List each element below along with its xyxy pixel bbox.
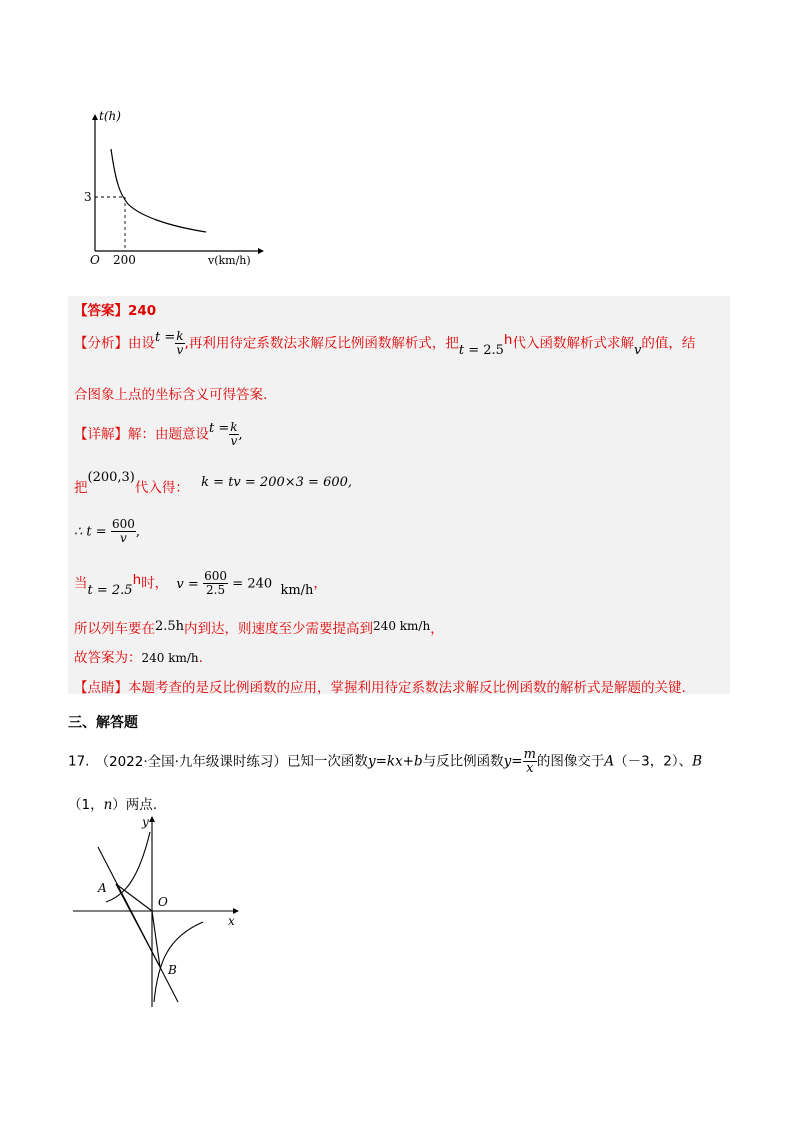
fraction-600-25: [203, 570, 228, 597]
comment-line: [74, 676, 686, 696]
origin-label: O: [90, 253, 100, 267]
analysis-line: [74, 330, 695, 357]
question-source: （2022·全国·九年级课时练习）: [95, 753, 287, 770]
t-symbol-2: t =: [209, 420, 230, 436]
val-25h: 2.5h: [155, 619, 185, 634]
linear-function: y=kx+b: [367, 753, 423, 770]
analysis-text-a: 由设: [128, 335, 155, 352]
fraction-m-x: [523, 748, 537, 775]
question-text-a: 已知一次函数: [286, 753, 368, 770]
detail-text: 解：由题意设: [128, 426, 209, 443]
frac-den: v: [176, 343, 184, 357]
substitute-line: [74, 470, 353, 496]
question-line2-end: ）两点.: [112, 797, 158, 813]
substitute-text-a: 把: [74, 480, 88, 496]
t-symbol: t =: [155, 329, 176, 345]
h-unit-2: h: [132, 571, 142, 588]
so-line: [74, 617, 444, 637]
therefore-line: [74, 518, 140, 545]
n-symbol: n: [103, 797, 113, 813]
so-text-a: 所以列车要在: [74, 621, 155, 637]
y-tick-label: 3: [84, 190, 92, 204]
question-line2-a: （1，: [68, 797, 104, 813]
x-axis-label: v(km/h): [208, 254, 251, 267]
frac-num-600-2: 600: [204, 569, 227, 583]
fraction-k-v-2: [229, 421, 238, 448]
point-a-coord: （－3，2）、: [614, 753, 693, 770]
point-a-label: A: [604, 753, 615, 770]
analysis-line-2: 合图象上点的坐标含义可得答案.: [74, 387, 268, 403]
x-label: x: [228, 914, 235, 928]
intersection-graph: [68, 812, 248, 1012]
comma-3: ，: [313, 575, 327, 592]
answer-line: [74, 299, 156, 319]
question-number: 17.: [68, 753, 90, 770]
frac-num-2: k: [230, 420, 238, 434]
point-200-3: (200,3): [87, 470, 135, 485]
y-label: y: [142, 815, 149, 829]
final-val: 240 km/h: [141, 651, 199, 665]
y-eq: y=: [503, 753, 523, 770]
frac-x: x: [526, 761, 534, 776]
kmh-unit: km/h: [280, 582, 314, 598]
t-eq-25: t = 2.5: [458, 342, 504, 358]
when-text-a: 当: [74, 575, 88, 592]
section-heading: 三、解答题: [68, 715, 138, 731]
origin-label-2: O: [158, 895, 168, 909]
point-b: B: [168, 963, 177, 977]
so-text-c: ，: [430, 621, 444, 637]
x-tick-label: 200: [113, 253, 136, 267]
when-line: [74, 570, 327, 597]
analysis-text-b: ,再利用待定系数法求解反比例函数解析式，把: [184, 335, 459, 352]
point-b-label: B: [692, 753, 703, 770]
final-text-a: 故答案为：: [74, 650, 142, 666]
analysis-tag: 【分析】: [74, 335, 128, 352]
fraction-600-v: [111, 518, 136, 545]
detail-tag: 【详解】: [74, 426, 128, 443]
inverse-proportion-graph: [78, 104, 268, 274]
h-unit: h: [503, 331, 513, 348]
point-a: A: [98, 881, 107, 895]
frac-m: m: [523, 747, 536, 762]
fraction-k-v: [175, 330, 184, 357]
analysis-text-d: 代入函数解析式求解: [512, 335, 634, 352]
detail-line: [74, 421, 243, 448]
final-text-b: .: [198, 650, 203, 666]
k-equation: k = tv = 200×3 = 600,: [201, 475, 353, 490]
frac-num: k: [176, 329, 184, 343]
frac-num-600: 600: [111, 517, 135, 531]
final-line: [74, 646, 203, 666]
question-text-c: 的图像交于: [536, 753, 605, 770]
comma-1: ,: [238, 427, 243, 443]
v-eq: v =: [176, 576, 199, 592]
so-text-b: 内到达，则速度至少需要提高到: [184, 621, 374, 637]
when-text-b: 时，: [141, 575, 169, 592]
question-17-line-2: [68, 793, 157, 813]
answer-tag: 【答案】: [74, 303, 128, 319]
therefore-t: ∴ t =: [74, 524, 107, 540]
question-17-line-1: [68, 748, 702, 775]
t-eq-25-2: t = 2.5: [87, 582, 133, 598]
analysis-text-e: 的值，结: [641, 335, 696, 352]
comma-2: ,: [135, 524, 140, 540]
val-240: 240 km/h: [373, 619, 431, 633]
eq-240: = 240: [232, 576, 273, 592]
y-axis-label: t(h): [99, 109, 121, 123]
comment-tag: 【点睛】: [74, 680, 128, 696]
frac-den-25: 2.5: [206, 583, 226, 597]
frac-den-v: v: [120, 531, 127, 545]
substitute-text-b: 代入得：: [134, 480, 189, 496]
answer-value: 240: [128, 303, 157, 319]
comment-text: 本题考查的是反比例函数的应用，掌握利用待定系数法求解反比例函数的解析式是解题的关键.: [128, 680, 686, 696]
question-text-b: 与反比例函数: [422, 753, 504, 770]
v-symbol: v: [633, 342, 642, 358]
frac-den-2: v: [230, 434, 238, 448]
